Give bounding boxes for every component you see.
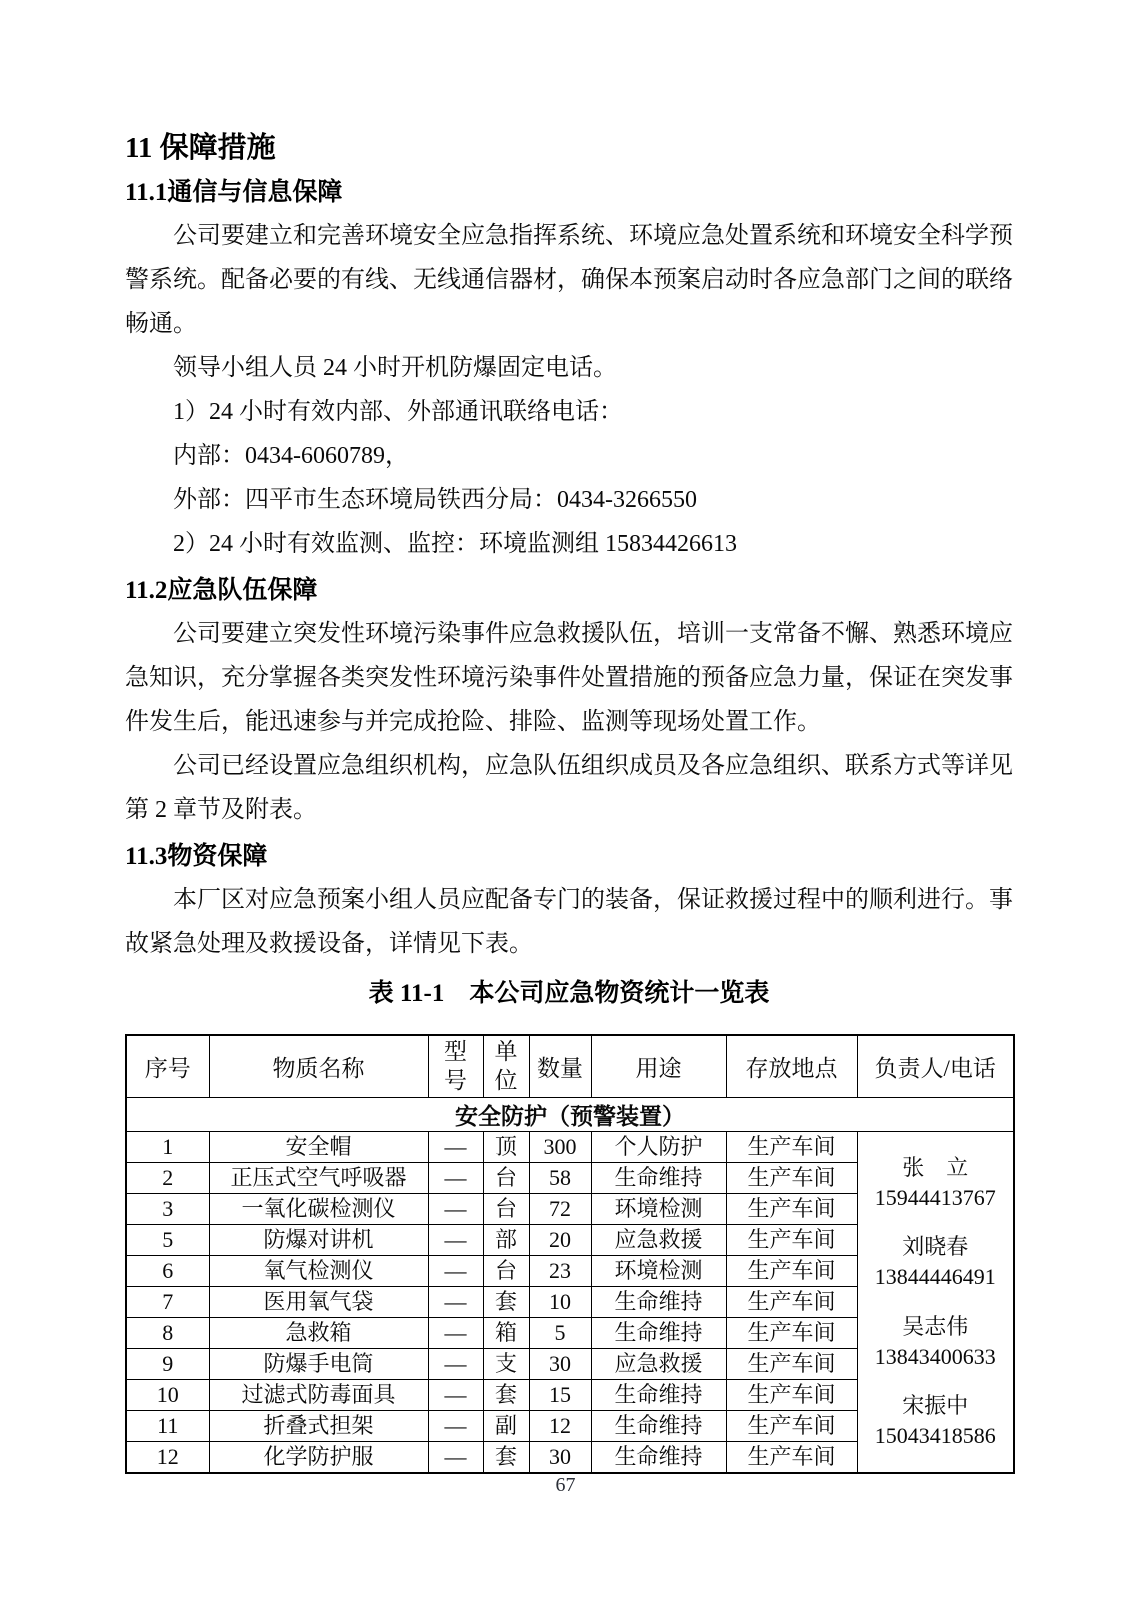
contact-phone: 13843400633: [874, 1343, 996, 1369]
category-band: 安全防护（预警装置）: [126, 1098, 1014, 1132]
contact-phone: 15043418586: [874, 1423, 996, 1449]
header-contact: 负责人/电话: [857, 1035, 1014, 1098]
cell-model: —: [428, 1318, 483, 1349]
cell-model: —: [428, 1225, 483, 1256]
cell-location: 生产车间: [726, 1194, 857, 1225]
cell-seq: 6: [126, 1256, 209, 1287]
cell-location: 生产车间: [726, 1225, 857, 1256]
cell-qty: 20: [529, 1225, 591, 1256]
cell-qty: 12: [529, 1411, 591, 1442]
cell-qty: 15: [529, 1380, 591, 1411]
cell-location: 生产车间: [726, 1442, 857, 1474]
contact-name: 吴志伟: [902, 1313, 969, 1339]
cell-unit: 顶: [483, 1132, 529, 1163]
table-header-row: [126, 1035, 1014, 1098]
cell-seq: 12: [126, 1442, 209, 1474]
para-11-1-intro: 公司要建立和完善环境安全应急指挥系统、环境应急处置系统和环境安全科学预警系统。配备必要的有线、无线通信器材，确保本预案启动时各应急部门之间的联络畅通。: [125, 223, 1013, 337]
header-seq: 序号: [126, 1035, 209, 1098]
cell-name: 氧气检测仪: [209, 1256, 428, 1287]
cell-qty: 30: [529, 1349, 591, 1380]
cell-unit: 箱: [483, 1318, 529, 1349]
contact-group: [858, 1312, 1014, 1372]
cell-seq: 2: [126, 1163, 209, 1194]
cell-use: 生命维持: [591, 1380, 726, 1411]
header-unit: [483, 1035, 529, 1098]
contact-phone: 13844446491: [874, 1264, 996, 1290]
header-quantity: 数量: [529, 1035, 591, 1098]
cell-model: —: [428, 1163, 483, 1194]
para-11-3-supplies: 本厂区对应急预案小组人员应配备专门的装备，保证救援过程中的顺利进行。事故紧急处理及救援设备，详情见下表。: [125, 887, 1013, 957]
cell-unit: 部: [483, 1225, 529, 1256]
cell-location: 生产车间: [726, 1411, 857, 1442]
cell-name: 过滤式防毒面具: [209, 1380, 428, 1411]
cell-use: 个人防护: [591, 1132, 726, 1163]
para-11-1-item1: 1）24 小时有效内部、外部通讯联络电话：: [173, 399, 623, 425]
cell-use: 应急救援: [591, 1349, 726, 1380]
contact-group: [858, 1153, 1014, 1213]
cell-use: 环境检测: [591, 1194, 726, 1225]
cell-qty: 5: [529, 1318, 591, 1349]
cell-unit: 套: [483, 1287, 529, 1318]
section-heading-11-2: 11.2应急队伍保障: [125, 577, 318, 604]
contact-name: 刘晓春: [902, 1234, 969, 1260]
contact-name: 宋振中: [902, 1393, 969, 1419]
header-location: 存放地点: [726, 1035, 857, 1098]
cell-model: —: [428, 1194, 483, 1225]
cell-seq: 5: [126, 1225, 209, 1256]
section-heading-11: 11 保障措施: [125, 132, 276, 164]
cell-location: 生产车间: [726, 1318, 857, 1349]
para-11-1-internal: 内部：0434-6060789，: [173, 443, 409, 469]
cell-unit: 套: [483, 1380, 529, 1411]
cell-seq: 11: [126, 1411, 209, 1442]
header-material-name: 物质名称: [209, 1035, 428, 1098]
section-heading-11-3: 11.3物资保障: [125, 843, 268, 870]
contacts-list: [858, 1133, 1014, 1471]
cell-seq: 3: [126, 1194, 209, 1225]
cell-name: 医用氧气袋: [209, 1287, 428, 1318]
cell-name: 急救箱: [209, 1318, 428, 1349]
header-usage: 用途: [591, 1035, 726, 1098]
cell-seq: 1: [126, 1132, 209, 1163]
cell-qty: 30: [529, 1442, 591, 1474]
cell-unit: 支: [483, 1349, 529, 1380]
cell-location: 生产车间: [726, 1349, 857, 1380]
cell-qty: 58: [529, 1163, 591, 1194]
para-11-1-phones: 领导小组人员 24 小时开机防爆固定电话。: [173, 355, 617, 381]
cell-unit: 台: [483, 1194, 529, 1225]
supplies-table: [125, 1034, 1015, 1474]
cell-model: —: [428, 1442, 483, 1474]
page-number: 67: [555, 1474, 576, 1496]
cell-qty: 300: [529, 1132, 591, 1163]
header-unit-label: 单位: [494, 1038, 518, 1093]
cell-use: 应急救援: [591, 1225, 726, 1256]
cell-use: 环境检测: [591, 1256, 726, 1287]
cell-name: 一氧化碳检测仪: [209, 1194, 428, 1225]
header-model-label: 型号: [444, 1038, 467, 1093]
cell-location: 生产车间: [726, 1287, 857, 1318]
cell-unit: 台: [483, 1163, 529, 1194]
para-11-2-team: 公司要建立突发性环境污染事件应急救援队伍，培训一支常备不懈、熟悉环境应急知识，充分掌握各类突发性环境污染事件处置措施的预备应急力量，保证在突发事件发生后，能迅速参与并完成抢险、排险、监测等现场处置工作。: [125, 621, 1013, 735]
cell-location: 生产车间: [726, 1132, 857, 1163]
cell-use: 生命维持: [591, 1411, 726, 1442]
cell-location: 生产车间: [726, 1256, 857, 1287]
cell-contacts: [857, 1132, 1014, 1474]
cell-name: 防爆对讲机: [209, 1225, 428, 1256]
para-11-1-external: 外部：四平市生态环境局铁西分局：0434-3266550: [173, 487, 697, 513]
cell-model: —: [428, 1256, 483, 1287]
contact-group: [858, 1391, 1014, 1451]
cell-use: 生命维持: [591, 1442, 726, 1474]
cell-qty: 10: [529, 1287, 591, 1318]
cell-qty: 23: [529, 1256, 591, 1287]
cell-unit: 副: [483, 1411, 529, 1442]
cell-name: 折叠式担架: [209, 1411, 428, 1442]
para-11-1-item2: 2）24 小时有效监测、监控：环境监测组 15834426613: [173, 531, 737, 557]
category-band-row: [126, 1098, 1014, 1132]
cell-name: 正压式空气呼吸器: [209, 1163, 428, 1194]
contact-phone: 15944413767: [874, 1184, 996, 1210]
cell-name: 防爆手电筒: [209, 1349, 428, 1380]
cell-use: 生命维持: [591, 1318, 726, 1349]
cell-use: 生命维持: [591, 1163, 726, 1194]
contact-name: 张 立: [902, 1154, 969, 1180]
cell-location: 生产车间: [726, 1380, 857, 1411]
table-row: [126, 1132, 1014, 1163]
section-heading-11-1: 11.1通信与信息保障: [125, 179, 343, 206]
cell-seq: 8: [126, 1318, 209, 1349]
cell-seq: 7: [126, 1287, 209, 1318]
cell-use: 生命维持: [591, 1287, 726, 1318]
contact-group: [858, 1232, 1014, 1292]
cell-seq: 9: [126, 1349, 209, 1380]
cell-model: —: [428, 1411, 483, 1442]
cell-model: —: [428, 1287, 483, 1318]
cell-model: —: [428, 1380, 483, 1411]
header-model: [428, 1035, 483, 1098]
cell-name: 化学防护服: [209, 1442, 428, 1474]
cell-qty: 72: [529, 1194, 591, 1225]
cell-location: 生产车间: [726, 1163, 857, 1194]
table-title: 表 11-1 本公司应急物资统计一览表: [368, 980, 770, 1007]
para-11-2-org: 公司已经设置应急组织机构，应急队伍组织成员及各应急组织、联系方式等详见第 2 章节及附表。: [125, 753, 1013, 823]
cell-unit: 套: [483, 1442, 529, 1474]
cell-seq: 10: [126, 1380, 209, 1411]
cell-model: —: [428, 1132, 483, 1163]
cell-model: —: [428, 1349, 483, 1380]
cell-unit: 台: [483, 1256, 529, 1287]
cell-name: 安全帽: [209, 1132, 428, 1163]
